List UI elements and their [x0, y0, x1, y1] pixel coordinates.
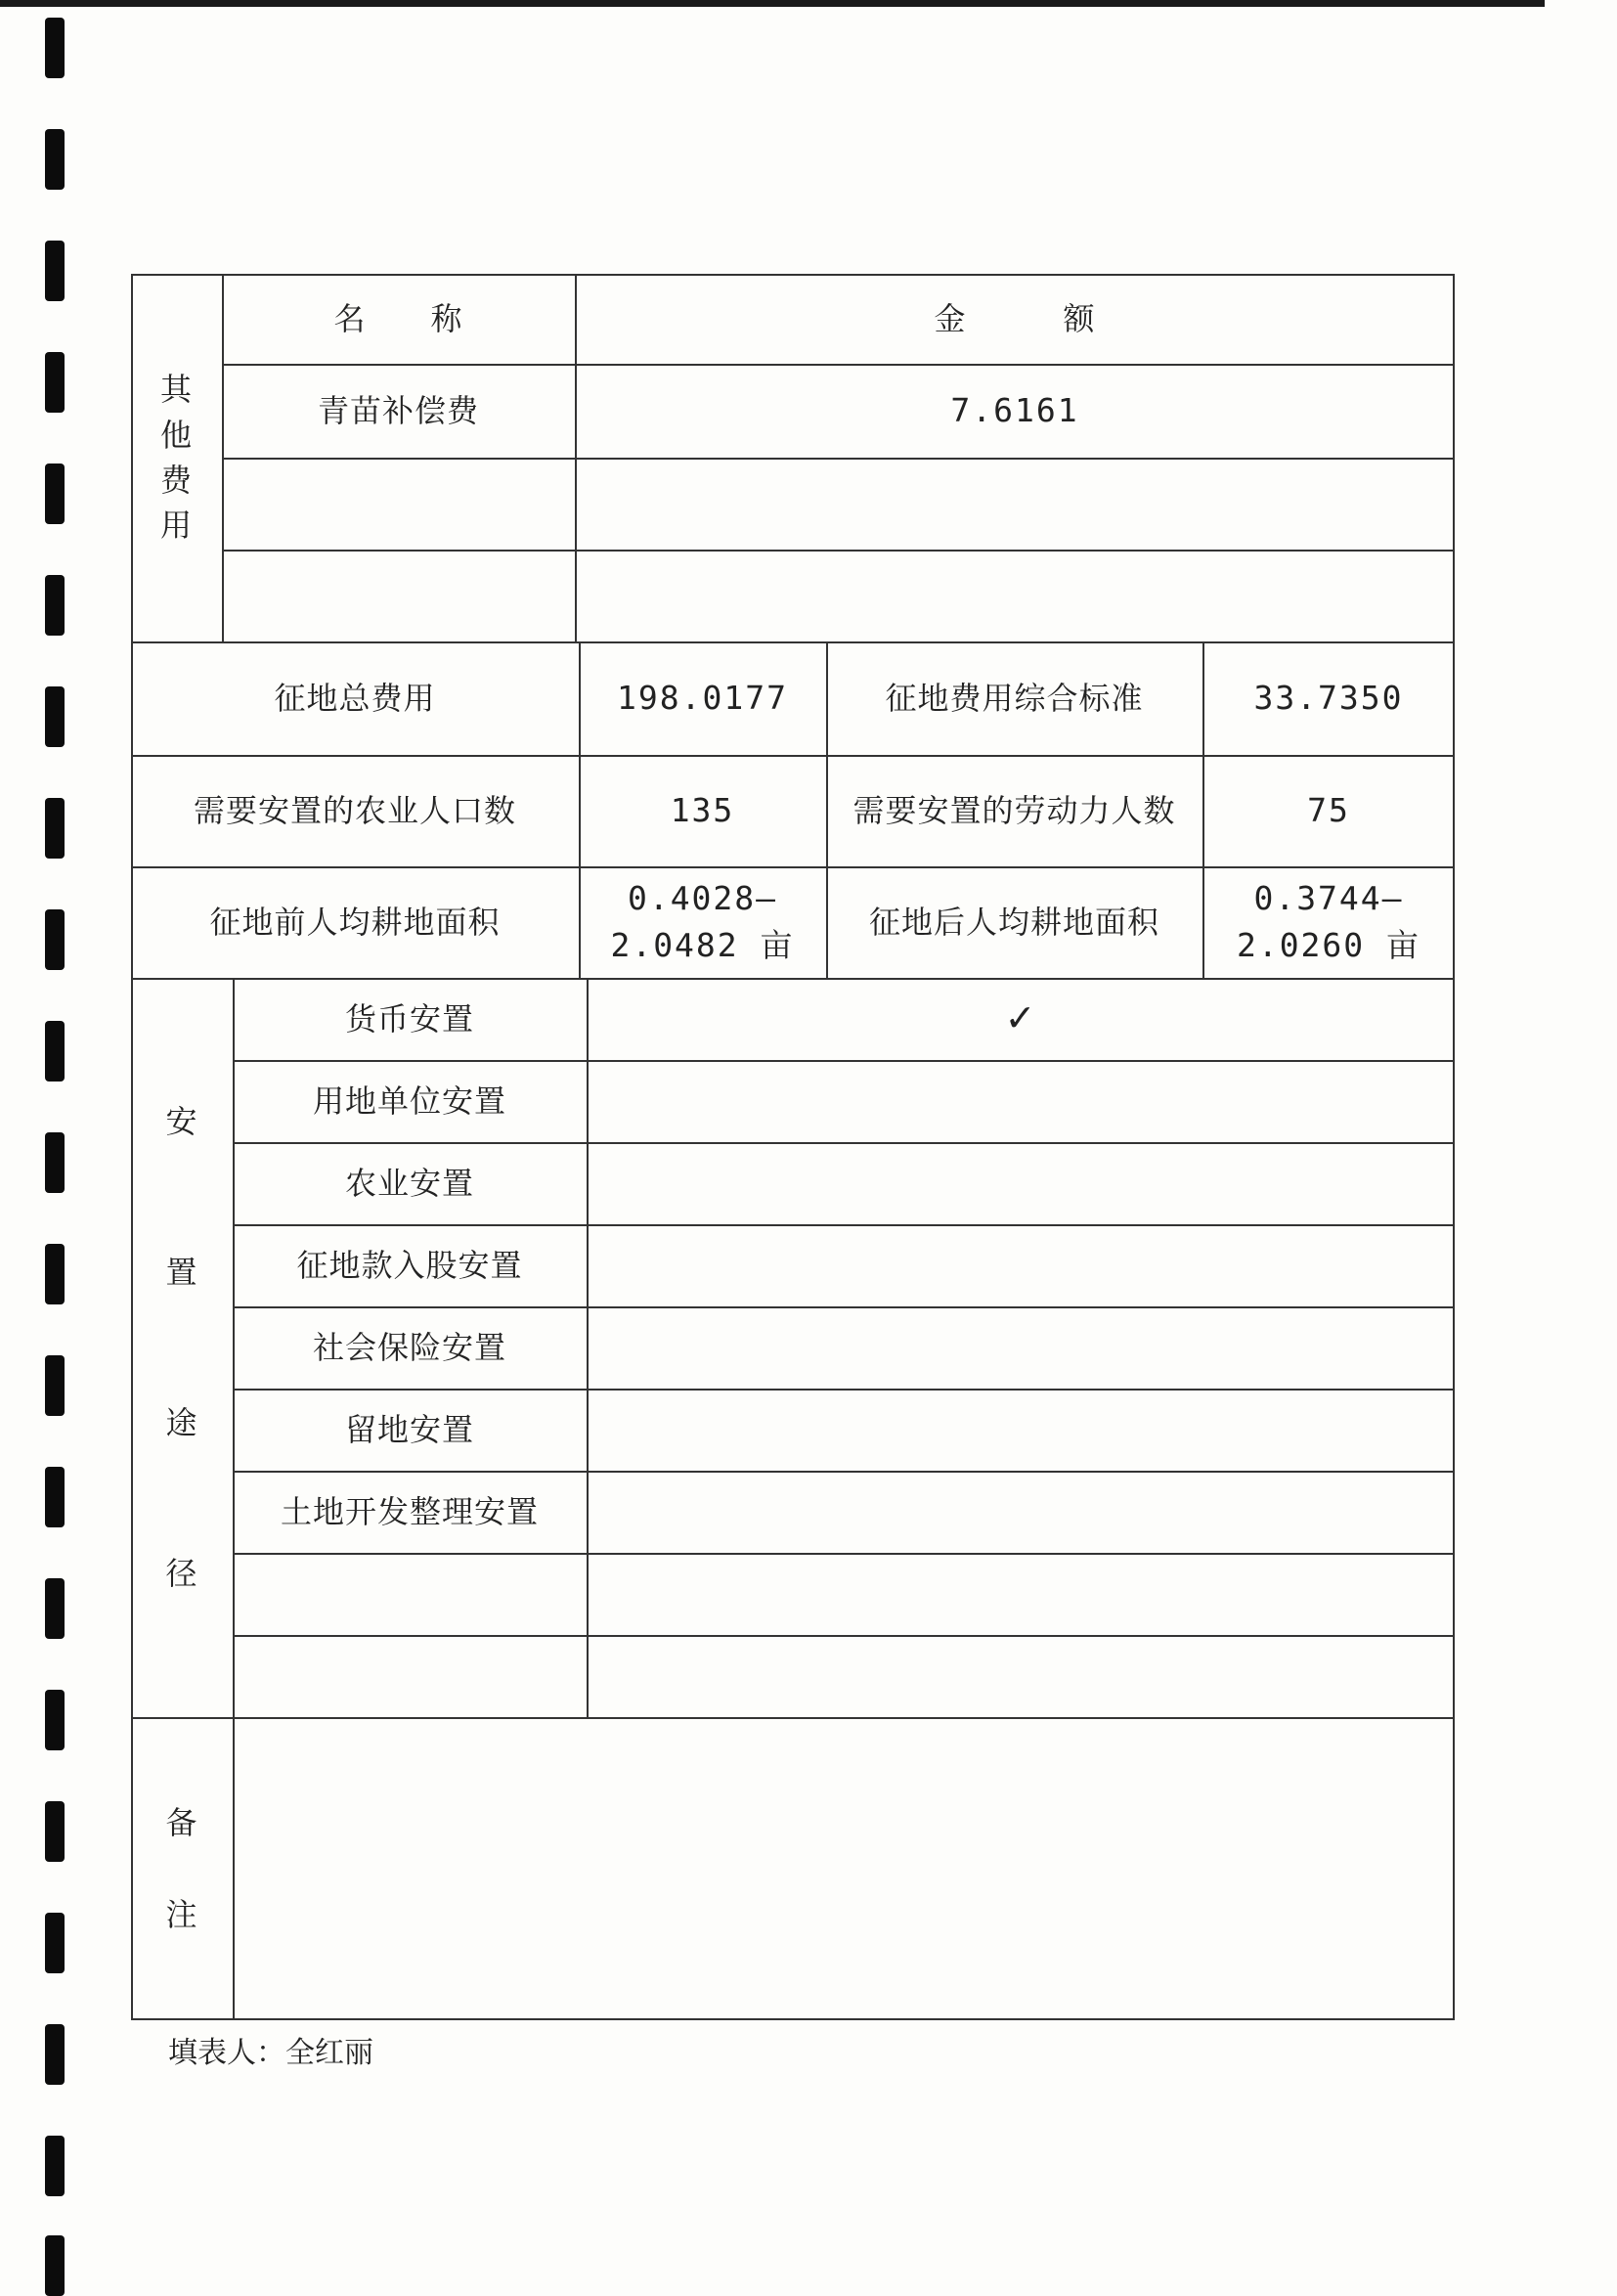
labor-value: 75	[1307, 791, 1350, 830]
fee-amount-1: 7.6161	[950, 391, 1079, 430]
total-fee-value: 198.0177	[617, 679, 788, 718]
resettlement-name-1: 货币安置	[344, 999, 474, 1038]
before-area-value: 0.4028— 2.0482 亩	[610, 879, 795, 964]
remarks-content	[233, 1717, 1455, 2020]
standard-label: 征地费用综合标准	[885, 679, 1144, 717]
resettlement-check-2	[587, 1060, 1455, 1142]
resettlement-check-7	[587, 1471, 1455, 1553]
resettlement-name-2: 用地单位安置	[312, 1082, 506, 1120]
resettlement-check-3	[587, 1142, 1455, 1224]
resettlement-check-5	[587, 1306, 1455, 1389]
total-fee-label: 征地总费用	[274, 679, 436, 717]
population-label: 需要安置的农业人口数	[193, 791, 516, 829]
resettlement-name-4: 征地款入股安置	[296, 1246, 523, 1284]
before-area-label: 征地前人均耕地面积	[209, 903, 501, 941]
form-filler: 填表人：全红丽	[168, 2036, 373, 2070]
other-fees-section-label: 其 他 费 用	[159, 371, 193, 545]
fee-amount-3	[575, 550, 1455, 641]
resettlement-check-1: ✓	[1004, 996, 1037, 1040]
resettlement-name-9	[233, 1635, 587, 1717]
resettlement-check-4	[587, 1224, 1455, 1306]
resettlement-name-3: 农业安置	[344, 1164, 474, 1202]
fee-name-1: 青苗补偿费	[317, 391, 479, 429]
header-amount: 金 额	[934, 299, 1096, 337]
resettlement-name-8	[233, 1553, 587, 1635]
resettlement-check-6	[587, 1389, 1455, 1471]
header-name: 名 称	[333, 299, 463, 337]
resettlement-name-5: 社会保险安置	[312, 1328, 506, 1366]
after-area-value: 0.3744— 2.0260 亩	[1236, 879, 1421, 964]
resettlement-name-6: 留地安置	[344, 1410, 474, 1448]
page-top-edge	[0, 0, 1545, 7]
fee-name-3	[222, 550, 575, 641]
population-value: 135	[670, 791, 735, 830]
labor-label: 需要安置的劳动力人数	[852, 791, 1176, 829]
resettlement-section-label: 安 置 途 径	[165, 1102, 198, 1592]
resettlement-check-8	[587, 1553, 1455, 1635]
fee-name-2	[222, 458, 575, 550]
resettlement-check-9	[587, 1635, 1455, 1717]
after-area-label: 征地后人均耕地面积	[868, 903, 1159, 941]
resettlement-name-7: 土地开发整理安置	[280, 1492, 539, 1530]
standard-value: 33.7350	[1253, 679, 1404, 718]
remarks-section-label: 备 注	[165, 1803, 198, 1933]
fee-amount-2	[575, 458, 1455, 550]
